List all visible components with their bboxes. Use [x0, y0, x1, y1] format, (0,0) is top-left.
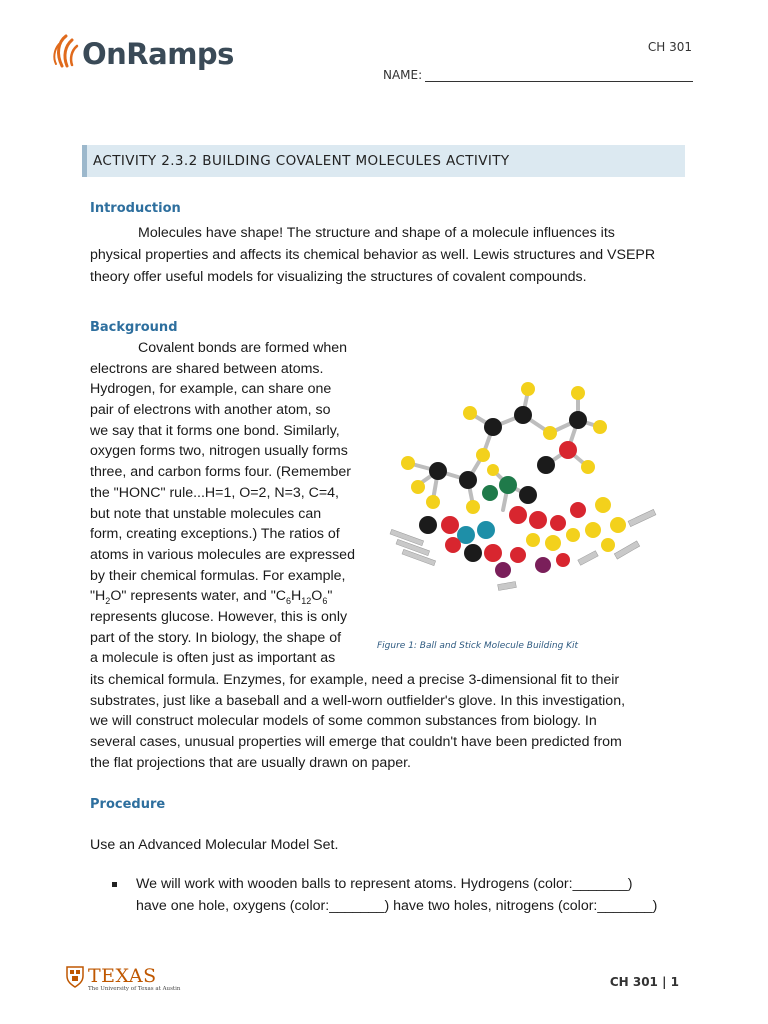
background-line: several cases, unusual properties will emerge that couldn't have been predicted from: [90, 734, 622, 751]
footer-page-number: CH 301 | 1: [609, 975, 679, 989]
background-line: a molecule is often just as important as: [90, 650, 336, 667]
background-line: its chemical formula. Enzymes, for example, need a precise 3-dimensional fit to their: [90, 672, 620, 688]
introduction-heading: Introduction: [90, 201, 181, 216]
background-line: but note that unstable molecules can: [90, 505, 322, 522]
background-line: the "HONC" rule...H=1, O=2, N=3, C=4,: [90, 484, 340, 501]
texas-subtitle: The University of Texas at Austin: [88, 986, 181, 992]
intro-line: Molecules have shape! The structure and shape of a molecule influences its: [138, 225, 615, 241]
background-line: oxygen forms two, nitrogen usually forms: [90, 443, 348, 460]
background-line: electrons are shared between atoms.: [90, 360, 324, 377]
background-tail-text: [90, 670, 625, 773]
intro-line: physical properties and affects its chemical behavior as well. Lewis structures and VSEPR: [90, 247, 656, 263]
ut-texas-logo: [66, 966, 180, 992]
procedure-bullet: [115, 873, 657, 917]
background-line: three, and carbon forms four. (Remember: [90, 464, 352, 481]
background-line: Hydrogen, for example, can share one: [90, 381, 332, 398]
background-heading: Background: [90, 320, 178, 335]
name-field[interactable]: [383, 68, 693, 82]
background-line: form, creating exceptions.) The ratios of: [90, 526, 340, 543]
intro-line: theory offer useful models for visualizing the structures of covalent compounds.: [90, 269, 587, 285]
bullet-square-icon: [112, 882, 117, 887]
background-column-text: [90, 338, 355, 669]
formula-line: "$H_2O$" represents water, and "$C_6H_{12}O_6$": [90, 588, 333, 607]
onramps-logo: [50, 30, 234, 78]
name-blank-line: [425, 70, 693, 82]
procedure-heading: Procedure: [90, 797, 166, 812]
logo-text: OnRamps: [82, 37, 234, 71]
bullet-line: We will work with wooden balls to represent atoms. Hydrogens (color:_______): [136, 876, 633, 892]
introduction-paragraph: [90, 222, 655, 288]
background-line: we say that it forms one bond. Similarly,: [90, 422, 340, 439]
activity-title-bar: [82, 145, 685, 177]
background-line: atoms in various molecules are expressed: [90, 546, 355, 563]
background-line: substrates, just like a baseball and a well-worn outfielder's glove. In this investigation,: [90, 692, 626, 709]
molecule-kit-image: [378, 375, 658, 595]
background-line: pair of electrons with another atom, so: [90, 402, 331, 419]
course-code: CH 301: [647, 40, 692, 54]
bullet-line: have one hole, oxygens (color:_______) have two holes, nitrogens (color:_______): [136, 898, 658, 914]
ut-shield-icon: [66, 966, 84, 988]
procedure-intro: Use an Advanced Molecular Model Set.: [90, 837, 339, 853]
background-line: represents glucose. However, this is only: [90, 608, 348, 625]
background-line: we will construct molecular models of some common substances from biology. In: [90, 713, 597, 730]
background-line: by their chemical formulas. For example,: [90, 567, 346, 584]
activity-title: ACTIVITY 2.3.2 BUILDING COVALENT MOLECULES ACTIVITY: [93, 153, 510, 169]
background-line: the flat projections that are usually drawn on paper.: [90, 754, 411, 771]
onramps-swoosh-icon: [50, 32, 80, 76]
figure-caption: Figure 1: Ball and Stick Molecule Building Kit: [377, 641, 579, 651]
name-label: NAME:: [383, 68, 423, 82]
texas-wordmark: TEXAS: [88, 965, 157, 987]
background-line: Covalent bonds are formed when: [138, 340, 347, 356]
background-line: part of the story. In biology, the shape of: [90, 629, 342, 646]
